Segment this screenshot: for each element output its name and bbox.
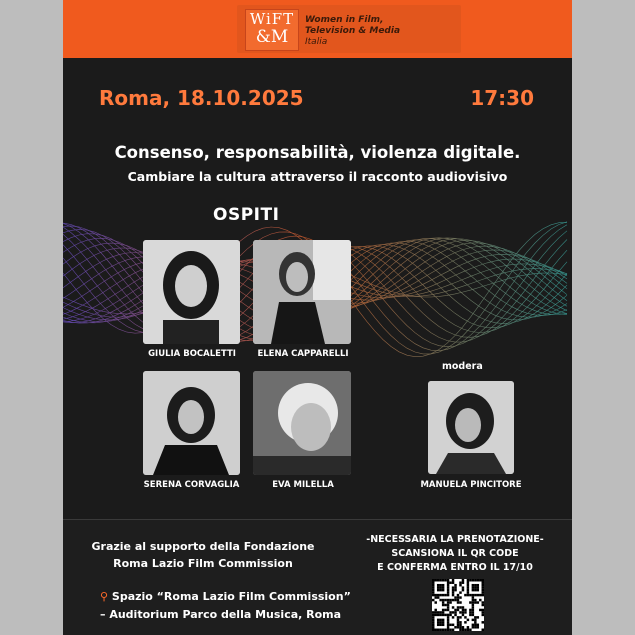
qr-module (462, 629, 464, 631)
booking-line1: -NECESSARIA LA PRENOTAZIONE- (366, 534, 544, 545)
qr-module (434, 614, 436, 616)
qr-module (479, 599, 481, 601)
qr-module (452, 616, 454, 618)
qr-module (464, 594, 466, 596)
qr-module (439, 579, 441, 581)
qr-module (472, 624, 474, 626)
qr-module (472, 606, 474, 608)
qr-module (449, 599, 451, 601)
qr-module (434, 601, 436, 603)
guest-photo-4 (253, 371, 351, 475)
qr-module (439, 624, 441, 626)
qr-module (472, 609, 474, 611)
qr-module (442, 589, 444, 591)
qr-module (457, 606, 459, 608)
qr-module (437, 629, 439, 631)
qr-module (452, 591, 454, 593)
qr-module (449, 614, 451, 616)
qr-module (477, 626, 479, 628)
qr-module (482, 604, 484, 606)
qr-module (444, 614, 446, 616)
qr-module (482, 609, 484, 611)
sponsor-thanks-line2: Roma Lazio Film Commission (113, 557, 293, 570)
qr-module (477, 601, 479, 603)
qr-module (447, 616, 449, 618)
qr-module (462, 589, 464, 591)
qr-module (449, 624, 451, 626)
qr-module (459, 596, 461, 598)
qr-module (477, 594, 479, 596)
moderator-photo (428, 381, 514, 474)
portrait-image (253, 240, 351, 344)
qr-module (459, 629, 461, 631)
qr-module (442, 586, 444, 588)
qr-module (469, 601, 471, 603)
qr-module (444, 579, 446, 581)
qr-module (482, 586, 484, 588)
qr-module (459, 616, 461, 618)
qr-module (452, 629, 454, 631)
venue-address (100, 588, 370, 624)
qr-module (472, 626, 474, 628)
qr-module (432, 579, 434, 581)
qr-module (442, 621, 444, 623)
guest-photo-3 (143, 371, 240, 475)
qr-module (449, 629, 451, 631)
qr-module (442, 619, 444, 621)
qr-module (474, 624, 476, 626)
venue-line2: – Auditorium Parco della Musica, Roma (100, 608, 342, 621)
qr-module (437, 596, 439, 598)
qr-module (467, 579, 469, 581)
wiftm-logo-mark (245, 9, 299, 51)
qr-module (482, 614, 484, 616)
qr-module (482, 591, 484, 593)
qr-module (447, 629, 449, 631)
logo-org-line1: Women in Film, (305, 15, 384, 25)
qr-module (452, 579, 454, 581)
qr-module (442, 599, 444, 601)
qr-code-image (432, 579, 484, 631)
qr-module (467, 581, 469, 583)
qr-module (447, 586, 449, 588)
qr-module (457, 626, 459, 628)
qr-module (432, 621, 434, 623)
qr-module (432, 594, 434, 596)
qr-module (482, 589, 484, 591)
guest-name-2: ELENA CAPPARELLI (257, 349, 349, 359)
qr-module (462, 614, 464, 616)
qr-module (439, 599, 441, 601)
qr-module (437, 624, 439, 626)
qr-module (459, 584, 461, 586)
qr-module (474, 599, 476, 601)
qr-module (472, 599, 474, 601)
qr-module (454, 596, 456, 598)
qr-module (472, 584, 474, 586)
qr-module (457, 596, 459, 598)
guest-photo-1 (143, 240, 240, 344)
logo-org-line2: Television & Media (305, 26, 401, 36)
qr-module (474, 621, 476, 623)
qr-module (479, 594, 481, 596)
qr-module (439, 619, 441, 621)
qr-module (447, 619, 449, 621)
qr-module (444, 609, 446, 611)
guest-name-4: EVA MILELLA (272, 480, 334, 490)
qr-module (432, 591, 434, 593)
qr-module (464, 609, 466, 611)
qr-module (459, 611, 461, 613)
qr-module (434, 594, 436, 596)
qr-module (474, 579, 476, 581)
qr-module (442, 579, 444, 581)
qr-module (432, 589, 434, 591)
qr-module (482, 584, 484, 586)
qr-module (479, 579, 481, 581)
qr-module (474, 589, 476, 591)
qr-module (447, 609, 449, 611)
logo-org-line3: Italia (305, 37, 328, 47)
qr-module (457, 594, 459, 596)
logo-org-name (305, 15, 400, 48)
location-pin-icon: ⚲ (100, 590, 109, 603)
qr-module (469, 629, 471, 631)
qr-module (452, 624, 454, 626)
qr-module (462, 579, 464, 581)
qr-module (457, 616, 459, 618)
qr-module (474, 616, 476, 618)
qr-module (439, 586, 441, 588)
qr-module (479, 609, 481, 611)
qr-module (482, 629, 484, 631)
qr-module (472, 611, 474, 613)
qr-module (442, 614, 444, 616)
qr-module (472, 604, 474, 606)
qr-module (469, 611, 471, 613)
event-date: Roma, 18.10.2025 (99, 86, 304, 110)
qr-module (432, 611, 434, 613)
qr-module (447, 621, 449, 623)
qr-module (437, 589, 439, 591)
qr-module (477, 589, 479, 591)
qr-module (439, 614, 441, 616)
moderator-name: MANUELA PINCITORE (420, 480, 522, 490)
qr-module (452, 606, 454, 608)
qr-module (454, 589, 456, 591)
qr-module (467, 619, 469, 621)
qr-module (432, 581, 434, 583)
qr-module (459, 621, 461, 623)
qr-module (439, 589, 441, 591)
qr-module (472, 596, 474, 598)
qr-module (462, 581, 464, 583)
qr-module (437, 594, 439, 596)
qr-module (437, 586, 439, 588)
qr-module (472, 614, 474, 616)
qr-module (432, 629, 434, 631)
qr-module (457, 619, 459, 621)
booking-line3: E CONFERMA ENTRO IL 17/10 (377, 562, 533, 573)
qr-module (457, 621, 459, 623)
qr-module (439, 629, 441, 631)
qr-module (439, 611, 441, 613)
qr-module (482, 594, 484, 596)
qr-module (442, 609, 444, 611)
wiftm-logo (237, 5, 461, 53)
qr-module (472, 579, 474, 581)
qr-module (472, 601, 474, 603)
qr-module (464, 611, 466, 613)
qr-module (469, 594, 471, 596)
qr-module (452, 599, 454, 601)
qr-module (467, 629, 469, 631)
qr-module (452, 589, 454, 591)
qr-module (437, 611, 439, 613)
qr-module (442, 594, 444, 596)
qr-module (432, 586, 434, 588)
qr-module (437, 621, 439, 623)
qr-module (454, 584, 456, 586)
qr-module (482, 601, 484, 603)
qr-module (454, 626, 456, 628)
sponsor-thanks (83, 538, 323, 572)
guests-heading: OSPITI (213, 205, 280, 225)
qr-module (482, 611, 484, 613)
qr-module (434, 579, 436, 581)
qr-module (474, 584, 476, 586)
event-title: Consenso, responsabilità, violenza digitale. (114, 143, 521, 162)
qr-module (477, 584, 479, 586)
qr-module (437, 614, 439, 616)
qr-module (467, 589, 469, 591)
qr-module (452, 611, 454, 613)
qr-module (442, 624, 444, 626)
qr-module (464, 621, 466, 623)
qr-module (459, 606, 461, 608)
logo-mark-line1: WiFT (249, 10, 295, 28)
qr-module (454, 614, 456, 616)
qr-module (434, 609, 436, 611)
qr-module (437, 579, 439, 581)
qr-module (432, 619, 434, 621)
qr-module (477, 579, 479, 581)
qr-module (449, 581, 451, 583)
booking-line2: SCANSIONA IL QR CODE (391, 548, 519, 559)
qr-module (474, 626, 476, 628)
qr-module (469, 614, 471, 616)
qr-module (447, 579, 449, 581)
qr-module (447, 599, 449, 601)
qr-module (457, 599, 459, 601)
qr-module (432, 626, 434, 628)
qr-module (482, 581, 484, 583)
qr-module (474, 601, 476, 603)
qr-module (459, 591, 461, 593)
qr-module (459, 624, 461, 626)
qr-module (452, 586, 454, 588)
qr-module (452, 581, 454, 583)
qr-module (454, 586, 456, 588)
qr-module (462, 626, 464, 628)
qr-module (442, 601, 444, 603)
qr-module (442, 584, 444, 586)
qr-module (472, 619, 474, 621)
qr-module (457, 601, 459, 603)
qr-module (444, 604, 446, 606)
booking-info (355, 533, 555, 575)
qr-module (462, 609, 464, 611)
moderator-label: modera (442, 361, 483, 372)
qr-module (482, 621, 484, 623)
qr-module (447, 589, 449, 591)
guest-photo-2 (253, 240, 351, 344)
qr-module (432, 616, 434, 618)
event-subtitle: Cambiare la cultura attraverso il racconto audiovisivo (127, 169, 508, 184)
qr-module (459, 581, 461, 583)
qr-module (437, 619, 439, 621)
qr-module (472, 589, 474, 591)
qr-module (464, 629, 466, 631)
qr-module (434, 629, 436, 631)
qr-module (439, 584, 441, 586)
qr-module (444, 594, 446, 596)
qr-module (447, 624, 449, 626)
qr-module (469, 579, 471, 581)
qr-module (442, 611, 444, 613)
guest-name-1: GIULIA BOCALETTI (148, 349, 236, 359)
qr-module (467, 586, 469, 588)
qr-module (447, 606, 449, 608)
qr-module (474, 586, 476, 588)
qr-module (452, 594, 454, 596)
qr-module (447, 594, 449, 596)
qr-module (449, 601, 451, 603)
header-bar (63, 0, 572, 58)
qr-module (467, 594, 469, 596)
qr-module (447, 601, 449, 603)
qr-module (459, 601, 461, 603)
qr-code[interactable] (432, 579, 484, 631)
portrait-image (143, 371, 240, 475)
qr-module (442, 629, 444, 631)
qr-module (454, 611, 456, 613)
qr-module (477, 586, 479, 588)
qr-module (444, 629, 446, 631)
event-time: 17:30 (470, 86, 534, 110)
qr-module (447, 604, 449, 606)
qr-module (454, 609, 456, 611)
qr-module (442, 604, 444, 606)
qr-module (454, 599, 456, 601)
qr-module (447, 614, 449, 616)
qr-module (477, 624, 479, 626)
qr-module (467, 584, 469, 586)
qr-module (444, 599, 446, 601)
guest-name-3: SERENA CORVAGLIA (143, 480, 240, 490)
qr-module (447, 584, 449, 586)
qr-module (474, 619, 476, 621)
portrait-image (428, 381, 514, 474)
qr-module (447, 581, 449, 583)
qr-module (472, 586, 474, 588)
qr-module (432, 599, 434, 601)
qr-module (477, 616, 479, 618)
qr-module (439, 621, 441, 623)
qr-module (457, 609, 459, 611)
qr-module (462, 586, 464, 588)
qr-module (467, 591, 469, 593)
portrait-image (253, 371, 351, 475)
portrait-image (143, 240, 240, 344)
venue-line1: Spazio “Roma Lazio Film Commission” (111, 590, 351, 603)
qr-module (439, 594, 441, 596)
qr-module (434, 611, 436, 613)
qr-module (447, 626, 449, 628)
qr-module (432, 584, 434, 586)
sponsor-thanks-line1: Grazie al supporto della Fondazione (91, 540, 315, 553)
qr-module (447, 591, 449, 593)
qr-module (462, 606, 464, 608)
qr-module (432, 614, 434, 616)
qr-module (432, 624, 434, 626)
qr-module (449, 611, 451, 613)
qr-module (474, 594, 476, 596)
qr-module (482, 579, 484, 581)
qr-module (469, 609, 471, 611)
qr-module (457, 624, 459, 626)
qr-module (472, 594, 474, 596)
qr-module (437, 584, 439, 586)
qr-module (434, 596, 436, 598)
logo-mark-line2: &M (255, 27, 289, 47)
qr-module (459, 626, 461, 628)
qr-module (464, 616, 466, 618)
qr-module (462, 611, 464, 613)
qr-module (467, 626, 469, 628)
